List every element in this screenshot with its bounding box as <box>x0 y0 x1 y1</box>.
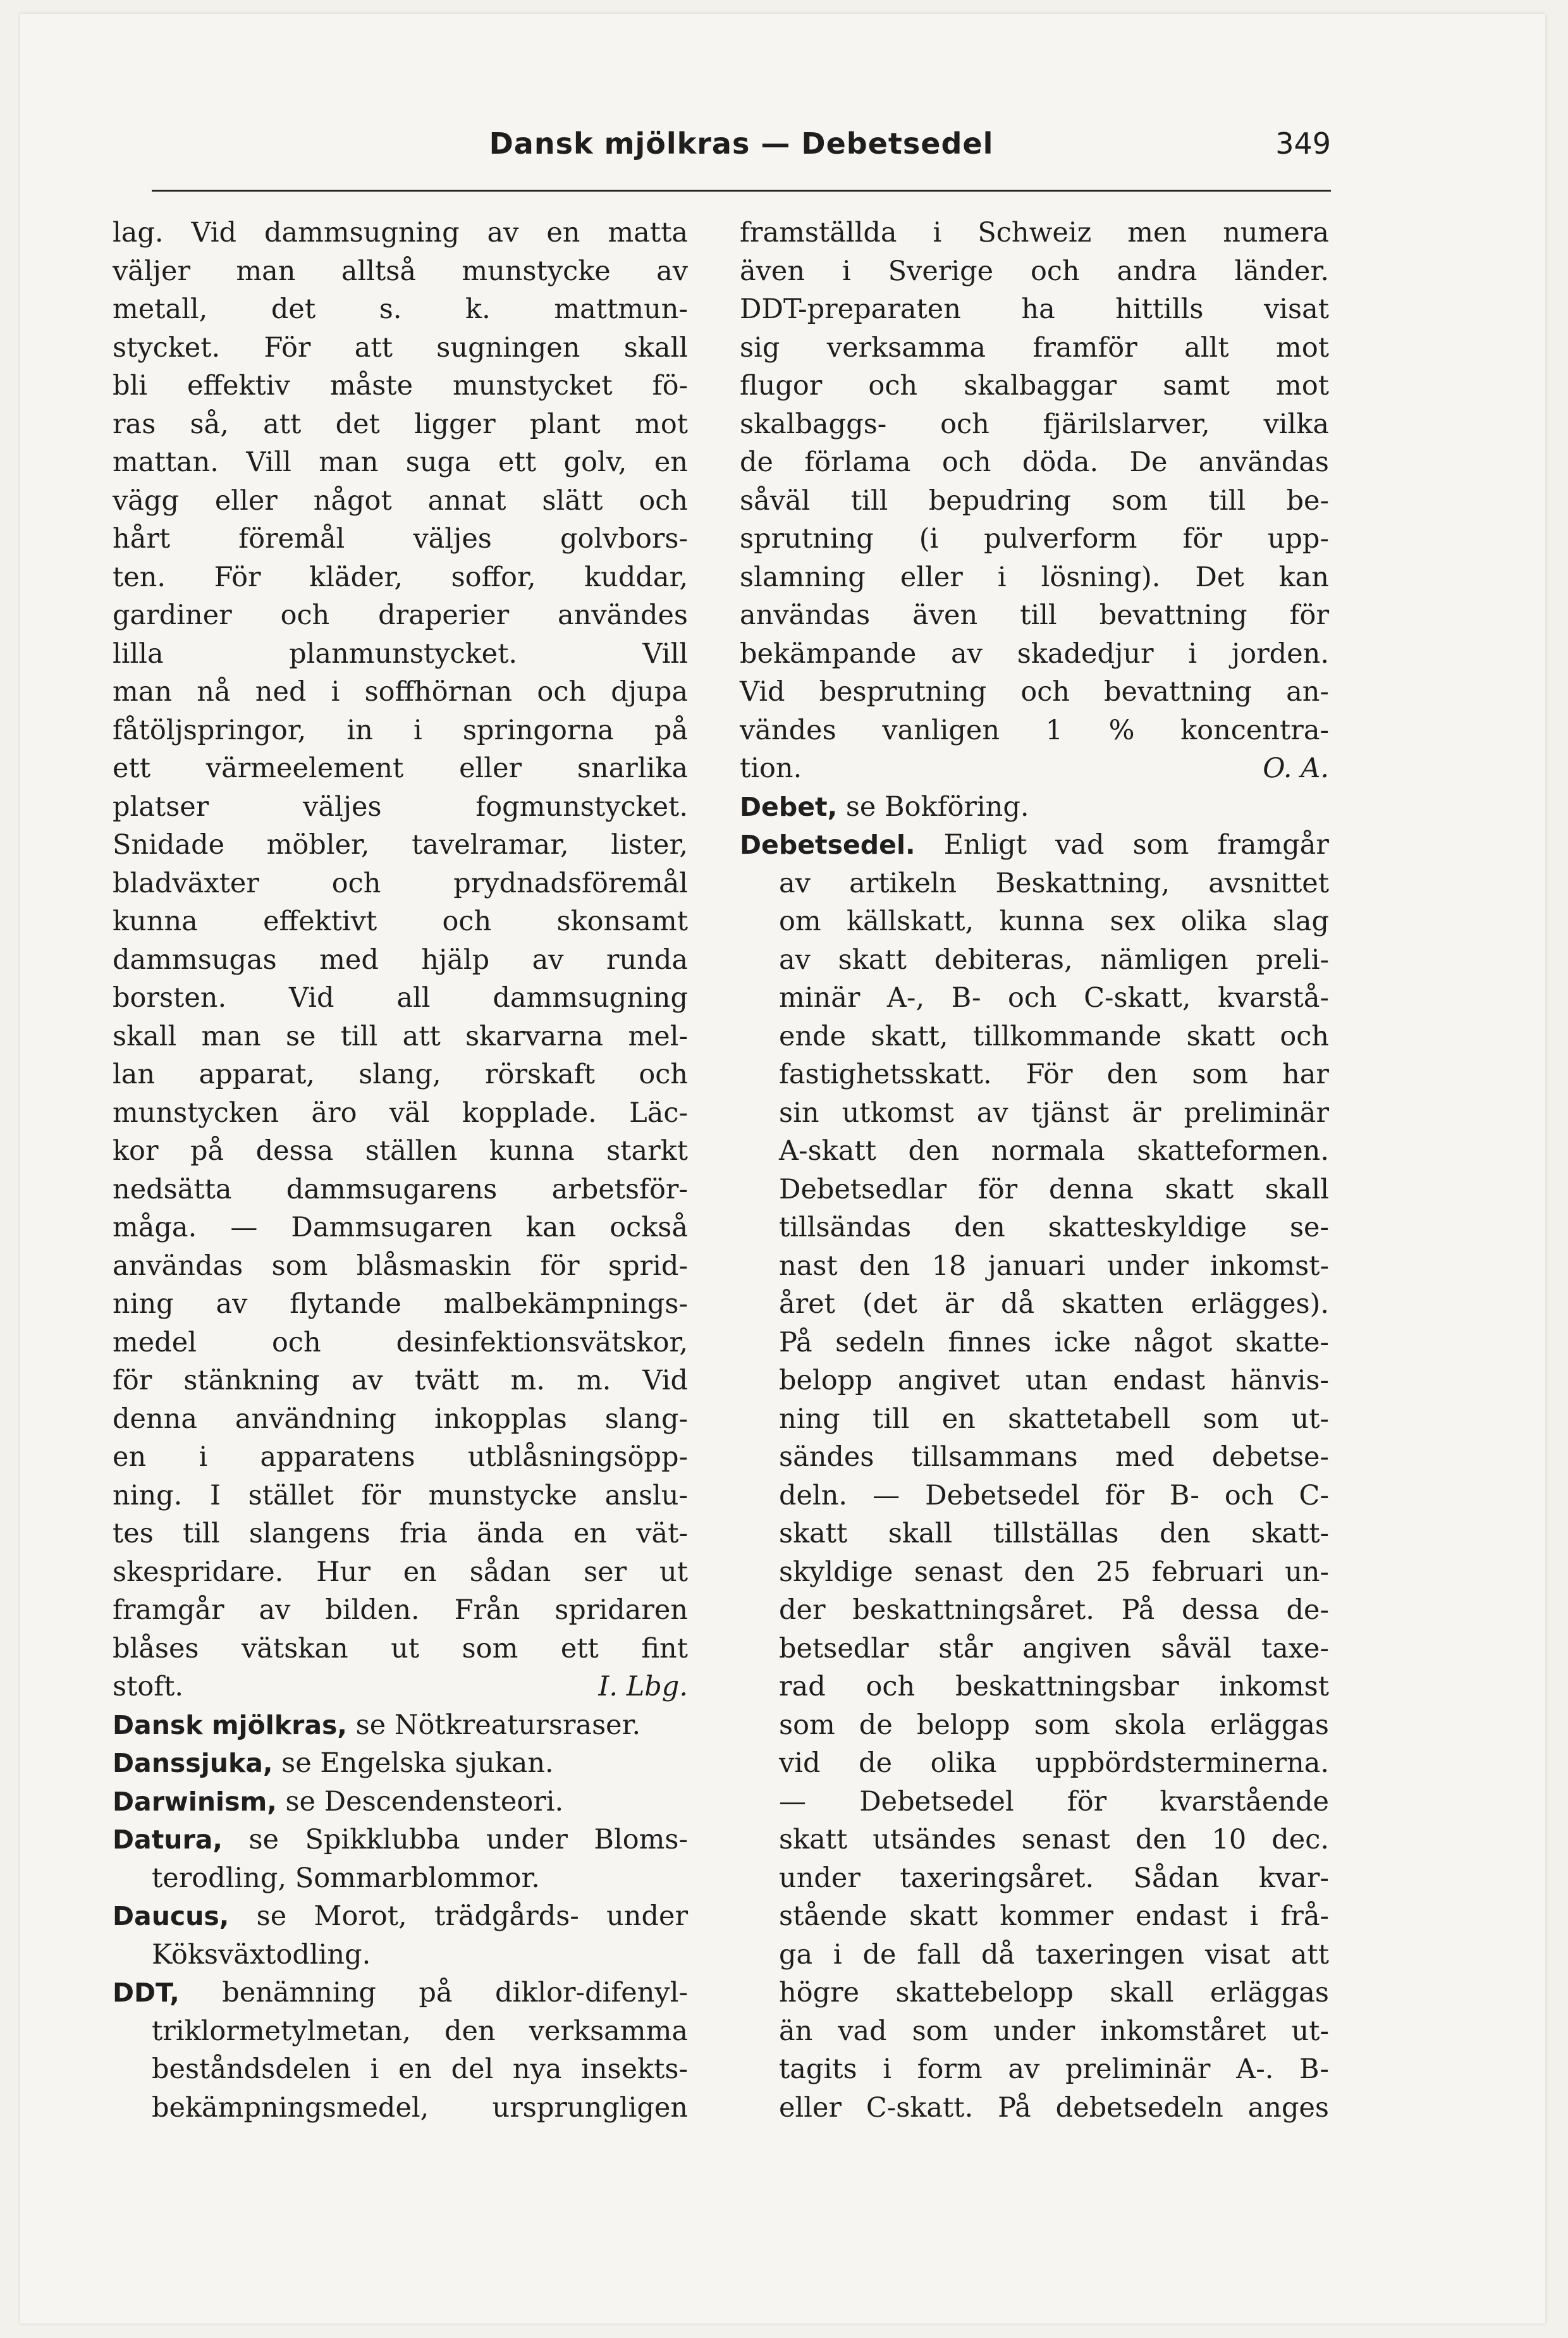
text-line: lag. Vid dammsugning av en matta <box>113 217 688 249</box>
text-line: metall, det s. k. mattmun- <box>113 293 688 325</box>
text-line: fåtöljspringor, in i springorna på <box>113 714 688 746</box>
text-line: platser väljes fogmunstycket. <box>113 791 688 823</box>
page-header <box>152 124 1331 175</box>
entry-continuation: deln. — Debetsedel för B- och C- <box>779 1479 1329 1511</box>
entry-continuation: bekämpningsmedel, ursprungligen <box>152 2091 688 2124</box>
entry-text: se Descendensteori. <box>276 1785 564 1818</box>
entry-continuation: triklormetylmetan, den verksamma <box>152 2015 688 2047</box>
text-line: såväl till bepudring som till be- <box>740 484 1329 517</box>
text-line: en i apparatens utblåsningsöpp- <box>113 1441 688 1473</box>
entry-continuation: vid de olika uppbördsterminerna. <box>779 1747 1329 1779</box>
text-line: skespridare. Hur en sådan ser ut <box>113 1556 688 1588</box>
entry-datura <box>113 1821 688 1859</box>
entry-continuation: belopp angivet utan endast hänvis- <box>779 1365 1329 1396</box>
entry-continuation: ning till en skattetabell som ut- <box>779 1403 1329 1435</box>
text-line: för stänkning av tvätt m. m. Vid <box>113 1365 688 1396</box>
text-line: flugor och skalbaggar samt mot <box>740 370 1329 402</box>
text-line: användas som blåsmaskin för sprid- <box>113 1250 688 1282</box>
entry-continuation: Debetsedlar för denna skatt skall <box>779 1173 1329 1205</box>
text-line: DDT-preparaten ha hittills visat <box>740 293 1329 325</box>
entry-term: Datura, <box>113 1824 223 1855</box>
text-line: sig verksamma framför allt mot <box>740 331 1329 364</box>
text-line: slamning eller i lösning). Det kan <box>740 561 1329 593</box>
text-line: användas även till bevattning för <box>740 600 1329 631</box>
text-line: mattan. Vill man suga ett golv, en <box>113 446 688 478</box>
text-line: munstycken äro väl kopplade. Läc- <box>113 1097 688 1129</box>
entry-continuation: beståndsdelen i en del nya insekts- <box>152 2053 688 2085</box>
text-line: hårt föremål väljes golvbors- <box>113 523 688 555</box>
entry-continuation: — Debetsedel för kvarstående <box>779 1785 1329 1818</box>
text-line: stycket. För att sugningen skall <box>113 331 688 364</box>
entry-continuation: Köksväxtodling. <box>152 1938 371 1971</box>
entry-term: Dansk mjölkras, <box>113 1709 347 1740</box>
text-line: medel och desinfektionsvätskor, <box>113 1326 688 1358</box>
entry-continuation: året (det är då skatten erlägges). <box>779 1288 1329 1320</box>
text-line: tes till slangens fria ända en vät- <box>113 1518 688 1549</box>
article-end-line <box>113 1668 688 1706</box>
text-line: kunna effektivt och skonsamt <box>113 906 688 937</box>
text-line: tion. <box>740 753 802 784</box>
text-line: framställda i Schweiz men numera <box>740 217 1329 249</box>
entry-term: Darwinism, <box>113 1786 277 1817</box>
entry-continuation: av artikeln Beskattning, avsnittet <box>779 867 1329 899</box>
entry-term: DDT, <box>113 1978 180 2008</box>
entry-term: Debetsedel. <box>740 830 916 860</box>
entry-text: se Engelska sjukan. <box>273 1747 554 1779</box>
text-line: man nå ned i soffhörnan och djupa <box>113 676 688 708</box>
text-line: ning av flytande malbekämpnings- <box>113 1288 688 1320</box>
entry-debetsedel <box>740 826 1329 864</box>
entry-continuation: tagits i form av preliminär A-. B- <box>779 2053 1329 2085</box>
text-line: lan apparat, slang, rörskaft och <box>113 1059 688 1090</box>
text-line: denna användning inkopplas slang- <box>113 1403 688 1435</box>
text-line: framgår av bilden. Från spridaren <box>113 1594 688 1626</box>
entry-continuation: På sedeln finnes icke något skatte- <box>779 1326 1329 1358</box>
text-line: bekämpande av skadedjur i jorden. <box>740 637 1329 670</box>
entry-continuation: sändes tillsammans med debetse- <box>779 1441 1329 1473</box>
entry-text: se Bokföring. <box>837 791 1029 823</box>
entry-term: Daucus, <box>113 1901 230 1931</box>
page-number: 349 <box>1275 126 1331 161</box>
entry-text: se Nötkreatursraser. <box>346 1709 641 1741</box>
text-line: stoft. <box>113 1671 184 1702</box>
entry-continuation: skatt skall tillställas den skatt- <box>779 1518 1329 1549</box>
header-rule <box>152 190 1331 192</box>
entry-continuation: under taxeringsåret. Sådan kvar- <box>779 1862 1329 1894</box>
entry-continuation: sin utkomst av tjänst är preliminär <box>779 1097 1329 1129</box>
text-line: gardiner och draperier användes <box>113 600 688 631</box>
entry-continuation: A-skatt den normala skatteformen. <box>779 1135 1329 1167</box>
entry-continuation: stående skatt kommer endast i frå- <box>779 1900 1329 1932</box>
text-line: bladväxter och prydnadsföremål <box>113 867 688 899</box>
entry-continuation: om källskatt, kunna sex olika slag <box>779 906 1329 937</box>
entry-term: Danssjuka, <box>113 1748 273 1778</box>
entry-continuation: rad och beskattningsbar inkomst <box>779 1671 1329 1702</box>
entry-dansk-mjolkras <box>113 1706 688 1745</box>
text-line: ning. I stället för munstycke anslu- <box>113 1479 688 1511</box>
entry-ddt <box>113 1974 688 2012</box>
entry-continuation: ga i de fall då taxeringen visat att <box>779 1938 1329 1971</box>
entry-text: Enligt vad som framgår <box>915 829 1329 861</box>
entry-continuation: tillsändas den skatteskyldige se- <box>779 1212 1329 1243</box>
text-line: väljer man alltså munstycke av <box>113 255 688 287</box>
entry-continuation: ende skatt, tillkommande skatt och <box>779 1020 1329 1052</box>
entry-continuation: der beskattningsåret. På dessa de- <box>779 1594 1329 1626</box>
right-column <box>740 214 1329 2127</box>
text-line: skall man se till att skarvarna mel- <box>113 1020 688 1052</box>
text-line: borsten. Vid all dammsugning <box>113 982 688 1014</box>
entry-darwinism <box>113 1783 688 1821</box>
text-line: ett värmeelement eller snarlika <box>113 753 688 784</box>
author-signature: I. Lbg. <box>598 1671 688 1702</box>
entry-continuation: fastighetsskatt. För den som har <box>779 1059 1329 1090</box>
text-line: sprutning (i pulverform för upp- <box>740 523 1329 555</box>
entry-continuation: eller C-skatt. På debetsedeln anges <box>779 2091 1329 2124</box>
text-line: ras så, att det ligger plant mot <box>113 408 688 440</box>
entry-continuation: skatt utsändes senast den 10 dec. <box>779 1824 1329 1855</box>
entry-continuation: terodling, Sommarblommor. <box>152 1862 540 1894</box>
entry-continuation: av skatt debiteras, nämligen preli- <box>779 944 1329 976</box>
entry-continuation: högre skattebelopp skall erläggas <box>779 1977 1329 2009</box>
entry-text: benämning på diklor-difenyl- <box>179 1977 688 2009</box>
author-signature: O. A. <box>1263 753 1329 784</box>
text-line: skalbaggs- och fjärilslarver, vilka <box>740 408 1329 440</box>
text-line: ten. För kläder, soffor, kuddar, <box>113 561 688 593</box>
entry-text: se Spikklubba under Bloms- <box>222 1824 688 1855</box>
entry-debet <box>740 788 1329 827</box>
text-line: de förlama och döda. De användas <box>740 446 1329 478</box>
left-column <box>113 214 688 2127</box>
text-line: blåses vätskan ut som ett fint <box>113 1632 688 1664</box>
text-line: vägg eller något annat slätt och <box>113 484 688 517</box>
text-line: vändes vanligen 1 % koncentra- <box>740 714 1329 746</box>
entry-continuation: som de belopp som skola erläggas <box>779 1709 1329 1741</box>
text-line: Vid besprutning och bevattning an- <box>740 676 1329 708</box>
text-line: nedsätta dammsugarens arbetsför- <box>113 1173 688 1205</box>
entry-daucus <box>113 1897 688 1936</box>
text-line: bli effektiv måste munstycket fö- <box>113 370 688 402</box>
text-line: lilla planmunstycket. Vill <box>113 637 688 670</box>
text-line: Snidade möbler, tavelramar, lister, <box>113 829 688 861</box>
entry-term: Debet, <box>740 791 838 822</box>
entry-continuation: skyldige senast den 25 februari un- <box>779 1556 1329 1588</box>
entry-continuation: än vad som under inkomståret ut- <box>779 2015 1329 2047</box>
entry-danssjuka <box>113 1744 688 1783</box>
entry-continuation: nast den 18 januari under inkomst- <box>779 1250 1329 1282</box>
entry-text: se Morot, trädgårds- under <box>229 1900 688 1932</box>
text-line: måga. — Dammsugaren kan också <box>113 1212 688 1243</box>
text-line: även i Sverige och andra länder. <box>740 255 1329 287</box>
entry-continuation: minär A-, B- och C-skatt, kvarstå- <box>779 982 1329 1014</box>
text-line: dammsugas med hjälp av runda <box>113 944 688 976</box>
entry-continuation: betsedlar står angiven såväl taxe- <box>779 1632 1329 1664</box>
article-end-line <box>740 749 1329 788</box>
running-head: Dansk mjölkras — Debetsedel <box>489 126 994 161</box>
text-line: kor på dessa ställen kunna starkt <box>113 1135 688 1167</box>
